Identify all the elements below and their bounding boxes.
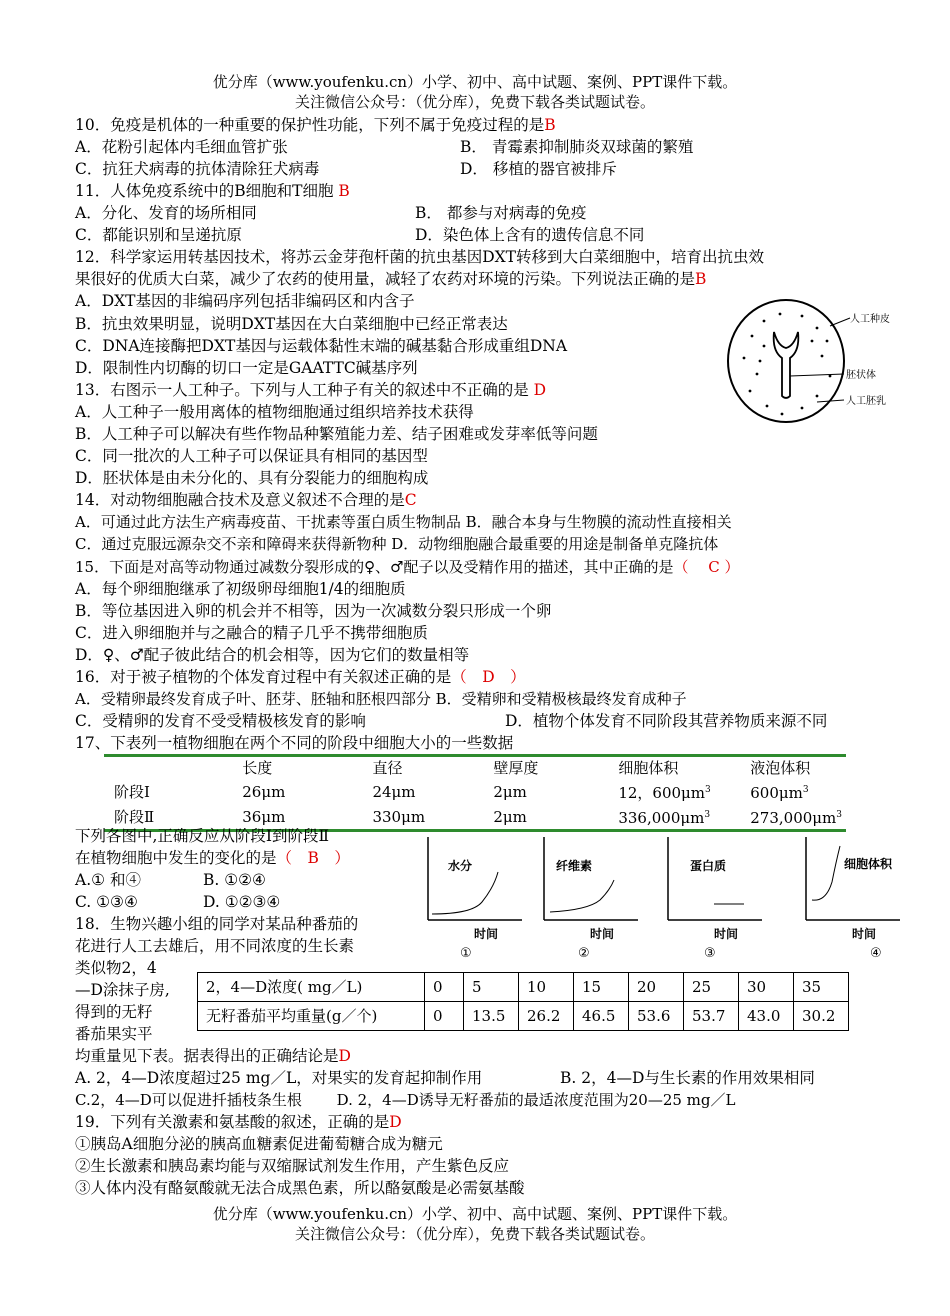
table-header-cell: 液泡体积: [750, 759, 811, 777]
table-cell: 30: [739, 973, 794, 1002]
table-cell: 46.5: [574, 1002, 629, 1031]
table-header-cell: 长度: [242, 759, 273, 777]
table-header-cell: [104, 756, 238, 780]
q17-option-c: C. ①③④: [75, 893, 138, 911]
graph-2-number: ②: [578, 946, 590, 961]
q10-option-d: D． 移植的器官被排斥: [460, 160, 617, 178]
graph-3-ylabel: 蛋白质: [690, 859, 727, 873]
table-cell: $336,000\mu m^3$: [618, 809, 711, 827]
graph-1-ylabel: 水分: [448, 859, 473, 873]
q18-answer: D: [338, 1047, 351, 1065]
q12-answer: B: [695, 270, 707, 288]
q15-stem: 15．下面是对高等动物通过减数分裂形成的♀、♂配子以及受精作用的描述，其中正确的是（ C ）: [75, 558, 740, 576]
page-header-line2: 关注微信公众号：（优分库），免费下载各类试题试卷。: [294, 93, 655, 111]
page-footer-line1: 优分库（www.youfenku.cn）小学、初中、高中试题、案例、PPT课件下载。: [212, 1205, 738, 1223]
q14-answer: C: [404, 491, 417, 509]
graph-4-xlabel: 时间: [852, 927, 877, 941]
q19-item-2: ②生长激素和胰岛素均能与双缩脲试剂发生作用，产生紫色反应: [75, 1157, 510, 1175]
table-cell: 10: [519, 973, 574, 1002]
graph-4-ylabel: 细胞体积: [844, 857, 893, 871]
graph-1-xlabel: 时间: [474, 927, 499, 941]
table-cell: 20: [629, 973, 684, 1002]
table-cell: 30.2: [794, 1002, 849, 1031]
page-header-line1: 优分库（www.youfenku.cn）小学、初中、高中试题、案例、PPT课件下载。: [212, 73, 738, 91]
q14-options-ab: A．可通过此方法生产病毒疫苗、干扰素等蛋白质生物制品 B．融合本身与生物膜的流动性直接相关: [75, 513, 732, 531]
q15-option-a: A．每个卵细胞继承了初级卵母细胞1/4的细胞质: [75, 580, 406, 598]
table-cell: $600\mu m^3$: [750, 784, 809, 802]
table-cell: 26.2: [519, 1002, 574, 1031]
table-cell: 2μm: [493, 782, 527, 801]
q18-option-a: A. 2，4—D浓度超过25 mg／L，对果实的发育起抑制作用: [75, 1069, 483, 1087]
table-header-row: [104, 756, 846, 780]
q18-stem-line2: 花进行人工去雄后，用不同浓度的生长素: [75, 937, 355, 955]
artificial-seed-figure: [722, 296, 900, 426]
q12-option-a: A．DXT基因的非编码序列包括非编码区和内含子: [75, 292, 415, 310]
q12-stem-line2: 果很好的优质大白菜，减少了农药的使用量，减轻了农药对环境的污染。下列说法正确的是B: [75, 270, 707, 288]
graph-3-number: ③: [704, 946, 716, 961]
table-row: [104, 779, 846, 804]
q18-data-table: [197, 972, 849, 1031]
q18-stem-line1: 18．生物兴趣小组的同学对某品种番茄的: [75, 915, 359, 933]
q17-option-d: D. ①②③④: [203, 893, 281, 911]
q16-answer: （ D ）: [451, 668, 526, 686]
table-cell: 53.6: [629, 1002, 684, 1031]
q16-stem: 16．对于被子植物的个体发育过程中有关叙述正确的是（ D ）: [75, 668, 526, 686]
q11-option-d: D．染色体上含有的遗传信息不同: [415, 226, 645, 244]
q11-option-c: C．都能识别和呈递抗原: [75, 226, 242, 244]
q11-stem: 11．人体免疫系统中的B细胞和T细胞 B: [75, 182, 350, 200]
graph-1-water: [422, 832, 537, 962]
q19-item-1: ①胰岛A细胞分泌的胰高血糖素促进葡萄糖合成为糖元: [75, 1135, 443, 1153]
table-cell: 25: [684, 973, 739, 1002]
table-cell: 53.7: [684, 1002, 739, 1031]
q15-option-b: B．等位基因进入卵的机会并不相等，因为一次减数分裂只形成一个卵: [75, 602, 552, 620]
q10-answer: B: [544, 116, 556, 134]
q19-answer: D: [389, 1113, 402, 1131]
q16-option-d: D．植物个体发育不同阶段其营养物质来源不同: [505, 712, 828, 730]
table-row: [198, 973, 849, 1002]
q16-options-ab: A．受精卵最终发育成子叶、胚芽、胚轴和胚根四部分 B．受精卵和受精极核最终发育成种子: [75, 690, 687, 708]
seed-label-coat: 人工种皮: [850, 314, 890, 325]
table-cell: $273,000\mu m^3$: [750, 809, 842, 827]
q17-answer: （ B ）: [276, 849, 350, 867]
q12-option-d: D．限制性内切酶的切口一定是GAATTC碱基序列: [75, 359, 418, 377]
q11-option-b: B． 都参与对病毒的免疫: [415, 204, 587, 222]
q18-stem-line3: 类似物2，4: [75, 959, 157, 977]
table-cell-label: 无籽番茄平均重量(g／个): [198, 1002, 425, 1031]
q18-options-cd: C.2，4—D可以促进扦插枝条生根 D. 2，4—D诱导无籽番茄的最适浓度范围为20—25 mg／L: [75, 1091, 736, 1109]
q13-stem: 13．右图示一人工种子。下列与人工种子有关的叙述中不正确的是 D: [75, 381, 547, 399]
graph-3-protein: [662, 832, 777, 962]
q18-stem-line6: 番茄果实平: [75, 1025, 153, 1043]
page-footer-line2: 关注微信公众号：（优分库），免费下载各类试题试卷。: [294, 1225, 655, 1243]
table-cell: 0: [425, 1002, 464, 1031]
q13-answer: D: [533, 381, 547, 399]
table-cell: 阶段Ⅰ: [114, 782, 150, 801]
q14-stem: 14．对动物细胞融合技术及意义叙述不合理的是C: [75, 491, 417, 509]
table-cell: 43.0: [739, 1002, 794, 1031]
q13-option-c: C．同一批次的人工种子可以保证具有相同的基因型: [75, 447, 428, 465]
seed-label-embryoid: 胚状体: [846, 370, 876, 381]
graph-4-number: ④: [870, 946, 882, 961]
q10-option-c: C．抗狂犬病毒的抗体清除狂犬病毒: [75, 160, 320, 178]
table-row: [198, 1002, 849, 1031]
q11-answer: B: [338, 182, 350, 200]
q10-option-b: B． 青霉素抑制肺炎双球菌的繁殖: [460, 138, 694, 156]
table-cell: 5: [464, 973, 519, 1002]
q13-option-b: B．人工种子可以解决有些作物品种繁殖能力差、结子困难或发芽率低等问题: [75, 425, 598, 443]
q12-stem-line1: 12．科学家运用转基因技术，将苏云金芽孢杆菌的抗虫基因DXT转移到大白菜细胞中，培育出抗虫效: [75, 248, 765, 266]
graph-2-ylabel: 纤维素: [556, 859, 593, 873]
q17-option-b: B. ①②④: [203, 871, 266, 889]
q17-question-line1: 下列各图中,正确反应从阶段Ⅰ到阶段Ⅱ: [75, 827, 330, 845]
graph-1-number: ①: [460, 946, 472, 961]
graph-2-cellulose: [538, 832, 653, 962]
q17-question-line2: 在植物细胞中发生的变化的是（ B ）: [75, 849, 350, 867]
table-header-cell: 细胞体积: [618, 759, 679, 777]
q12-option-b: B．抗虫效果明显，说明DXT基因在大白菜细胞中已经正常表达: [75, 315, 508, 333]
q10-stem: 10．免疫是机体的一种重要的保护性功能，下列不属于免疫过程的是B: [75, 116, 556, 134]
table-cell: 26μm: [242, 782, 286, 801]
q18-option-b: B. 2，4—D与生长素的作用效果相同: [560, 1069, 815, 1087]
graph-4-cell-volume: [800, 832, 915, 962]
q19-stem: 19．下列有关激素和氨基酸的叙述，正确的是D: [75, 1113, 402, 1131]
q10-option-a: A．花粉引起体内毛细血管扩张: [75, 138, 288, 156]
q15-option-d: D．♀、♂配子彼此结合的机会相等，因为它们的数量相等: [75, 646, 470, 664]
q15-option-c: C．进入卵细胞并与之融合的精子几乎不携带细胞质: [75, 624, 428, 642]
q17-option-a: A.① 和④: [75, 871, 141, 889]
graph-2-xlabel: 时间: [590, 927, 615, 941]
table-cell: 13.5: [464, 1002, 519, 1031]
table-header-cell: 直径: [372, 759, 403, 777]
q11-option-a: A．分化、发育的场所相同: [75, 204, 257, 222]
table-cell: 2μm: [493, 807, 527, 826]
table-cell: 12，$600\mu m^3$: [618, 784, 711, 802]
table-cell: 阶段Ⅱ: [114, 807, 155, 826]
table-header-cell: 壁厚度: [493, 759, 539, 777]
q18-stem-line4: —D涂抹子房,: [75, 981, 170, 999]
q17-stem: 17、下表列一植物细胞在两个不同的阶段中细胞大小的一些数据: [75, 734, 514, 752]
table-cell: 24μm: [372, 782, 416, 801]
q18-stem-line7: 均重量见下表。据表得出的正确结论是D: [75, 1047, 351, 1065]
q16-option-c: C．受精卵的发育不受受精极核发育的影响: [75, 712, 366, 730]
q15-answer: （ C ）: [673, 558, 740, 576]
q19-item-3: ③人体内没有酪氨酸就无法合成黑色素，所以酪氨酸是必需氨基酸: [75, 1179, 525, 1197]
table-cell: 15: [574, 973, 629, 1002]
q13-option-d: D．胚状体是由未分化的、具有分裂能力的细胞构成: [75, 469, 429, 487]
table-cell: 330μm: [372, 807, 426, 826]
q13-option-a: A．人工种子一般用离体的植物细胞通过组织培养技术获得: [75, 403, 474, 421]
table-cell: 36μm: [242, 807, 286, 826]
seed-label-endosperm: 人工胚乳: [846, 396, 886, 407]
q18-stem-line5: 得到的无籽: [75, 1003, 153, 1021]
table-cell: 35: [794, 973, 849, 1002]
q14-options-cd: C．通过克服远源杂交不亲和障碍来获得新物种 D．动物细胞融合最重要的用途是制备单克隆抗体: [75, 535, 719, 553]
table-cell-label: 2，4—D浓度( mg／L): [198, 973, 425, 1002]
q17-data-table: [104, 754, 846, 832]
graph-3-xlabel: 时间: [714, 927, 739, 941]
table-cell: 0: [425, 973, 464, 1002]
q12-option-c: C．DNA连接酶把DXT基因与运载体黏性末端的碱基黏合形成重组DNA: [75, 337, 568, 355]
